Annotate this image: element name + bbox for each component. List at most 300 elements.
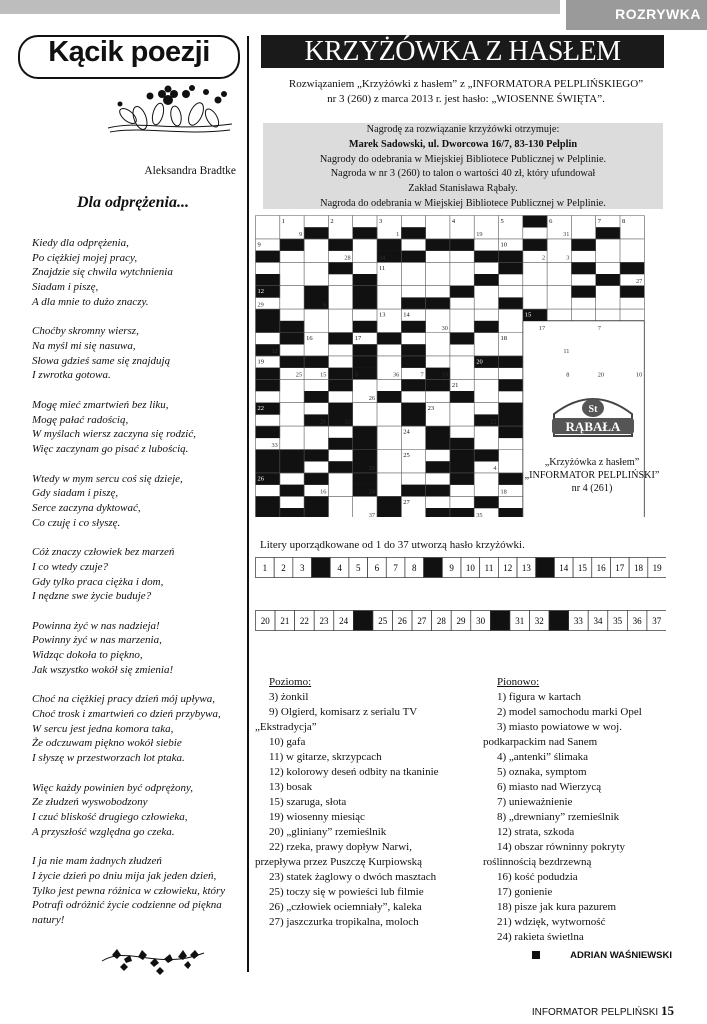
black-cell <box>571 286 596 298</box>
black-cell <box>474 251 499 263</box>
key-number: 31 <box>563 231 570 239</box>
key-cell-number: 30 <box>476 616 486 626</box>
clue-item: 1) figura w kartach <box>497 691 581 703</box>
poem-stanza <box>32 619 238 678</box>
black-cell <box>450 239 475 251</box>
clue-item: 5) oznaka, symptom <box>497 766 587 778</box>
black-cell <box>401 403 426 415</box>
black-cell <box>280 239 305 251</box>
black-cell <box>353 344 378 356</box>
clue-item: 25) toczy się w powieści lub filmie <box>269 886 424 898</box>
black-cell <box>620 286 645 298</box>
crossword-issue-info <box>520 456 664 495</box>
clue-item: 12) kolorowy deseń odbity na tkaninie <box>269 766 439 778</box>
clue-item: 22) rzeka, prawy dopływ Narwi, przepływa przez Puszczę Kurpiowską <box>255 841 423 868</box>
key-number: 37 <box>368 512 375 517</box>
key-number: 36 <box>393 371 400 379</box>
clue-number: 19 <box>257 358 264 366</box>
black-cell <box>450 391 475 403</box>
section-tab-label: ROZRYWKA <box>615 6 701 22</box>
poem-line: Powinna żyć w nas nadzieja! <box>32 619 160 632</box>
poem-line: Gdy siadam i piszę, <box>32 487 119 500</box>
poem-line: Powinny żyć w nas marzenia, <box>32 634 162 647</box>
key-number: 18 <box>500 488 507 496</box>
black-cell <box>401 344 426 356</box>
prize-info <box>263 123 663 212</box>
poem-line: I czuć bliskość drugiego człowieka, <box>32 811 188 824</box>
poem-stanza <box>32 472 238 531</box>
black-cell <box>474 321 499 333</box>
clue-number: 6 <box>549 218 553 225</box>
clue-number: 24 <box>403 428 410 436</box>
black-cell <box>328 333 353 345</box>
black-cell <box>256 450 281 462</box>
black-cell <box>304 473 329 485</box>
black-cell <box>256 274 281 286</box>
clue-number: 15 <box>524 311 532 319</box>
key-number: 34 <box>379 254 386 262</box>
black-cell <box>499 262 524 274</box>
black-cell <box>353 356 378 368</box>
black-cell <box>280 508 305 517</box>
poem-line: A przyszłość względna go czeka. <box>32 825 175 838</box>
black-cell <box>377 391 402 403</box>
black-cell <box>353 297 378 309</box>
black-cell <box>256 251 281 263</box>
poem-title: Dla odprężenia... <box>77 194 189 211</box>
column-divider <box>247 36 249 972</box>
poem-line: I słyszę w przestworzach lot ptaka. <box>32 752 185 765</box>
poem-line: natury! <box>32 914 65 927</box>
prize-winner: Marek Sadowski, ul. Dworcowa 16/7, 83-130 Pelplin <box>348 138 578 150</box>
clue-item: 20) „gliniany” rzemieślnik <box>269 826 387 838</box>
black-cell <box>328 368 353 380</box>
key-number: 30 <box>441 324 448 332</box>
key-cell-number: 33 <box>573 616 583 626</box>
black-cell <box>256 368 281 380</box>
key-number: 20 <box>597 371 604 379</box>
black-cell <box>280 333 305 345</box>
poem-line: Więc każdy powinien być odprężony, <box>32 781 193 794</box>
clue-item: 6) miasto nad Wierzycą <box>497 781 602 793</box>
key-number: 26 <box>368 395 375 402</box>
black-cell <box>280 356 305 368</box>
clue-item: 17) gonienie <box>497 886 553 898</box>
issue-line: nr 4 (261) <box>571 483 613 494</box>
clue-item: 15) szaruga, słota <box>269 796 347 808</box>
black-cell <box>596 274 621 286</box>
poem-line: W sercu jest jedna komora taka, <box>32 722 174 735</box>
key-cell-number: 2 <box>281 563 286 573</box>
poem-line: A dla mnie to dużo znaczy. <box>32 295 149 308</box>
poem-line: Znajdzie się chwila wytchnienia <box>32 266 173 279</box>
clue-item: 24) rakieta świetlna <box>497 931 584 943</box>
key-number: 2 <box>541 254 546 262</box>
clue-item: 18) pisze jak kura pazurem <box>497 901 617 913</box>
poem-line: I życie dzień po dniu mija jak jeden dzień, <box>32 869 217 882</box>
top-bar <box>0 0 560 14</box>
key-number: 35 <box>476 512 483 517</box>
black-cell <box>401 251 426 263</box>
key-cell-number: 35 <box>613 616 623 626</box>
logo-text: RĄBAŁA <box>565 419 621 434</box>
black-cell <box>450 473 475 485</box>
key-number: 15 <box>320 371 327 379</box>
key-cell-number: 27 <box>417 616 427 626</box>
black-cell <box>426 426 451 438</box>
key-cell-number: 10 <box>465 563 475 573</box>
clue-number: 8 <box>622 218 626 225</box>
crossword-title: KRZYŻÓWKA Z HASŁEM <box>304 36 621 67</box>
page-footer <box>470 1003 674 1019</box>
black-cell <box>499 508 524 517</box>
black-cell <box>377 333 402 345</box>
poem-stanza <box>32 854 238 928</box>
clue-item: 3) miasto powiatowe w woj. podkarpackim nad Sanem <box>483 721 622 748</box>
key-cell-number: 31 <box>515 616 525 626</box>
clues-across <box>255 675 460 930</box>
black-cell <box>353 450 378 462</box>
black-cell <box>328 239 353 251</box>
poetry-title: Kącik poezji <box>48 36 210 68</box>
clue-number: 13 <box>379 311 386 319</box>
clue-number: 27 <box>403 498 410 506</box>
black-cell <box>523 239 548 251</box>
black-cell <box>280 461 305 473</box>
poem-line: Więc zaczynam go pisać z lubością. <box>32 443 189 456</box>
black-cell <box>450 333 475 345</box>
poem-line: Siadam i piszę, <box>32 281 99 294</box>
black-cell <box>353 426 378 438</box>
black-cell <box>328 262 353 274</box>
key-number: 28 <box>344 254 351 262</box>
prize-line: Nagrodę za rozwiązanie krzyżówki otrzymuje: <box>366 124 560 135</box>
clue-number: 7 <box>597 218 601 225</box>
black-cell <box>256 496 281 508</box>
black-cell <box>280 450 305 462</box>
black-cell <box>353 438 378 450</box>
black-cell <box>401 356 426 368</box>
black-cell <box>377 239 402 251</box>
poem-line: I ja nie mam żadnych złudzeń <box>32 855 162 868</box>
black-cell <box>620 262 645 274</box>
clue-number: 12 <box>257 288 264 296</box>
black-cell <box>450 286 475 298</box>
poem-stanza <box>32 781 238 840</box>
black-cell <box>474 274 499 286</box>
clue-item: 4) „antenki” ślimaka <box>497 751 589 763</box>
clue-item: 13) bosak <box>269 781 313 793</box>
black-cell <box>426 438 451 450</box>
poem-line: I zwrotka gotowa. <box>32 369 111 382</box>
black-cell <box>328 461 353 473</box>
issue-line: „INFORMATOR PELPLIŃSKI” <box>524 470 660 481</box>
clue-number: 16 <box>306 335 313 342</box>
key-number: 12 <box>271 348 278 356</box>
key-number: 27 <box>636 278 643 285</box>
black-cell <box>450 508 475 517</box>
clue-item: 14) obszar równinny pokryty roślinnością bezdrzewną <box>483 841 626 868</box>
clue-number: 2 <box>330 218 334 225</box>
key-cell-number: 8 <box>412 563 417 573</box>
key-number: 3 <box>566 254 570 262</box>
black-cell <box>353 473 378 485</box>
black-cell <box>304 508 329 517</box>
black-cell <box>280 485 305 497</box>
clue-item: 9) Olgierd, komisarz z serialu TV „Ekstradycja” <box>255 706 418 733</box>
black-cell <box>571 239 596 251</box>
clue-number: 26 <box>257 475 264 483</box>
key-cell-number: 32 <box>534 616 544 626</box>
clue-number: 17 <box>354 335 362 342</box>
rabala-logo-icon <box>548 388 638 443</box>
key-number: 9 <box>298 231 303 239</box>
black-cell <box>304 450 329 462</box>
clue-item: 16) kość podudzia <box>497 871 578 883</box>
black-cell <box>474 450 499 462</box>
clue-item: 11) w gitarze, skrzypcach <box>269 751 382 763</box>
key-number: 7 <box>597 324 601 332</box>
black-cell <box>450 450 475 462</box>
black-cell <box>401 485 426 497</box>
key-number: 21 <box>320 418 327 426</box>
black-cell <box>353 321 378 333</box>
black-cell <box>450 461 475 473</box>
clue-number: 21 <box>451 381 459 389</box>
password-instruction: Litery uporządkowane od 1 do 37 utworzą hasło krzyżówki. <box>260 539 525 551</box>
clue-number: 3 <box>379 218 383 225</box>
clue-number: 11 <box>379 264 386 272</box>
key-cell-number: 25 <box>378 616 388 626</box>
poem-line: Choćby skromny wiersz, <box>32 325 139 338</box>
key-cell-number: 14 <box>559 563 569 573</box>
poem-line: Choć trosk i zmartwień co dzień przybywa, <box>32 708 221 721</box>
key-cell-number: 26 <box>397 616 407 626</box>
key-separator <box>353 611 373 631</box>
clue-number: 20 <box>476 358 483 366</box>
key-number: 17 <box>538 324 546 332</box>
prize-line: Nagrody do odebrania w Miejskiej Bibliotece Publicznej w Pelplinie. <box>319 153 607 165</box>
black-cell <box>328 379 353 391</box>
black-cell <box>499 356 524 368</box>
black-cell <box>401 297 426 309</box>
poem-line: Ze złudzeń wyswobodzony <box>32 796 148 809</box>
black-cell <box>401 321 426 333</box>
black-cell <box>499 251 524 263</box>
poem-line: Słowa gdzieś same się znajdują <box>32 354 171 367</box>
key-cell-number: 19 <box>652 563 662 573</box>
key-cell-number: 1 <box>262 563 268 573</box>
black-cell <box>499 379 524 391</box>
key-number: 33 <box>271 441 278 449</box>
clues-down <box>483 675 668 945</box>
key-cell-number: 16 <box>596 563 606 573</box>
clue-number: 25 <box>403 452 410 459</box>
black-cell <box>256 461 281 473</box>
black-cell <box>256 426 281 438</box>
key-cell-number: 21 <box>280 616 290 626</box>
key-number: 7 <box>420 371 424 379</box>
key-separator <box>312 558 331 578</box>
clue-number: 18 <box>500 335 507 342</box>
black-cell <box>450 438 475 450</box>
key-number: 11 <box>563 348 570 356</box>
key-number: 13 <box>441 371 448 379</box>
clue-item: 3) żonkil <box>269 691 309 703</box>
solution-line: nr 3 (260) z marca 2013 r. jest hasło: „WIOSENNE ŚWIĘTA”. <box>327 92 605 105</box>
poem-line: Na myśl mi się nasuwa, <box>32 340 136 353</box>
black-cell <box>256 309 281 321</box>
key-cell-number: 11 <box>484 563 494 573</box>
key-separator <box>549 611 569 631</box>
poem-stanza <box>32 545 238 604</box>
poem-author: Aleksandra Bradtke <box>144 165 236 177</box>
key-number: 32 <box>344 418 351 426</box>
black-cell <box>280 321 305 333</box>
poem-line: Jak wszystko wokół się zmienia! <box>32 663 174 676</box>
black-cell <box>304 391 329 403</box>
key-number: 4 <box>493 465 497 473</box>
black-cell <box>353 274 378 286</box>
page-number: 15 <box>661 1003 674 1018</box>
article-author: ADRIAN WAŚNIEWSKI <box>570 950 672 961</box>
key-cell-number: 13 <box>521 563 531 573</box>
black-cell <box>328 438 353 450</box>
clue-item: 21) wdzięk, wytworność <box>497 916 606 928</box>
poem-stanza <box>32 398 238 457</box>
clue-number: 10 <box>500 241 507 249</box>
black-cell <box>596 227 621 239</box>
clue-number: 14 <box>403 311 410 319</box>
poem-line: I co wtedy czuje? <box>32 560 109 573</box>
poem-line: I nędzne swe życie buduje? <box>32 590 152 603</box>
black-cell <box>353 286 378 298</box>
key-number: 10 <box>636 371 643 379</box>
poem-line: W myślach wiersz zaczyna się rodzić, <box>32 428 196 441</box>
black-cell <box>353 227 378 239</box>
black-cell <box>571 262 596 274</box>
black-cell <box>426 297 451 309</box>
poem-line: Wtedy w mym sercu coś się dzieje, <box>32 472 183 485</box>
key-cell-number: 12 <box>503 563 513 573</box>
black-cell <box>304 496 329 508</box>
clue-item: 7) unieważnienie <box>497 796 573 808</box>
key-number: 5 <box>354 371 358 379</box>
key-cell-number: 29 <box>456 616 466 626</box>
key-number: 25 <box>295 371 303 379</box>
black-cell <box>377 496 402 508</box>
key-cell-number: 36 <box>632 616 642 626</box>
clue-number: 5 <box>500 218 504 225</box>
key-cell-number: 6 <box>374 563 380 573</box>
key-separator <box>424 558 443 578</box>
clue-item: 10) gafa <box>269 736 306 748</box>
key-cell-number: 9 <box>449 563 454 573</box>
key-cell-number: 34 <box>593 616 603 626</box>
black-cell <box>256 379 281 391</box>
black-cell <box>523 216 548 228</box>
poem-line: Tylko jest pewna różnica w człowieku, który <box>32 884 226 897</box>
key-cell-number: 5 <box>356 563 361 573</box>
clue-number: 4 <box>451 218 456 225</box>
key-cell-number: 4 <box>337 563 342 573</box>
key-cell-number: 22 <box>299 616 309 626</box>
poem-line: Mogę pałać radością, <box>32 413 129 426</box>
poem-line: Po ciężkiej mojej pracy, <box>32 251 138 264</box>
key-number: 19 <box>476 231 483 239</box>
clue-item: 23) statek żaglowy o dwóch masztach <box>269 871 437 883</box>
black-cell <box>426 461 451 473</box>
clue-number: 1 <box>281 218 286 225</box>
key-cell-number: 28 <box>436 616 446 626</box>
clue-number: 22 <box>257 405 264 413</box>
logo-badge-text: St <box>588 404 598 415</box>
poem-line: Potrafi odróżnić życie codzienne od piękna <box>32 899 222 912</box>
poem-line: Choć na ciężkiej pracy dzień mój upływa, <box>32 693 215 706</box>
black-cell <box>328 403 353 415</box>
poem-line: Gdy tylko praca ciężka i dom, <box>32 575 164 588</box>
black-cell <box>499 414 524 426</box>
key-separator <box>536 558 555 578</box>
password-row-2 <box>255 610 666 632</box>
clue-number: 23 <box>427 405 435 413</box>
black-cell <box>426 379 451 391</box>
key-cell-number: 7 <box>393 563 398 573</box>
black-cell <box>401 414 426 426</box>
poem-line: Cóż znaczy człowiek bez marzeń <box>32 546 175 559</box>
poem-line: Serce zaczyna dyktować, <box>32 501 141 514</box>
password-row-1 <box>255 557 666 579</box>
clue-item: 19) wiosenny miesiąc <box>269 811 365 823</box>
poem-line: Widząc dokoła to piękno, <box>32 649 143 662</box>
key-cell-number: 24 <box>339 616 349 626</box>
key-number: 1 <box>396 231 400 239</box>
poem-line: Kiedy dla odprężenia, <box>32 237 129 249</box>
black-cell <box>499 297 524 309</box>
prize-line: Nagroda w nr 3 (260) to talon o wartości 40 zł, który ufundował <box>330 168 596 180</box>
issue-line: „Krzyżówka z hasłem” <box>544 457 640 468</box>
key-number: 24 <box>368 488 375 496</box>
key-cell-number: 37 <box>652 616 662 626</box>
key-cell-number: 20 <box>260 616 270 626</box>
black-cell <box>499 403 524 415</box>
key-cell-number: 3 <box>299 563 305 573</box>
black-cell <box>401 227 426 239</box>
key-cell-number: 15 <box>577 563 587 573</box>
black-cell <box>377 508 402 517</box>
black-cell <box>304 356 329 368</box>
prize-line: Zakład Stanisława Rąbały. <box>408 183 518 195</box>
solution-line: Rozwiązaniem „Krzyżówki z hasłem” z „INFORMATORA PELPLIŃSKIEGO” <box>288 78 644 90</box>
clue-item: 2) model samochodu marki Opel <box>497 706 642 718</box>
black-cell <box>474 496 499 508</box>
key-number: 23 <box>368 465 375 473</box>
black-cell <box>256 508 281 517</box>
flower-ornament-icon <box>100 80 240 135</box>
publication-name: INFORMATOR PELPLIŃSKI <box>531 1007 659 1018</box>
key-number: 22 <box>490 418 497 426</box>
black-cell <box>401 379 426 391</box>
black-cell <box>499 426 524 438</box>
poem-stanza <box>32 236 238 310</box>
previous-solution <box>268 77 664 106</box>
clue-number: 9 <box>257 241 261 249</box>
poem-stanza <box>32 324 238 383</box>
across-heading: Poziomo: <box>269 676 312 688</box>
key-cell-number: 17 <box>615 563 625 573</box>
prize-line: Nagroda do odebrania w Miejskiej Bibliotece Publicznej w Pelplinie. <box>320 197 606 209</box>
down-heading: Pionowo: <box>497 676 540 688</box>
